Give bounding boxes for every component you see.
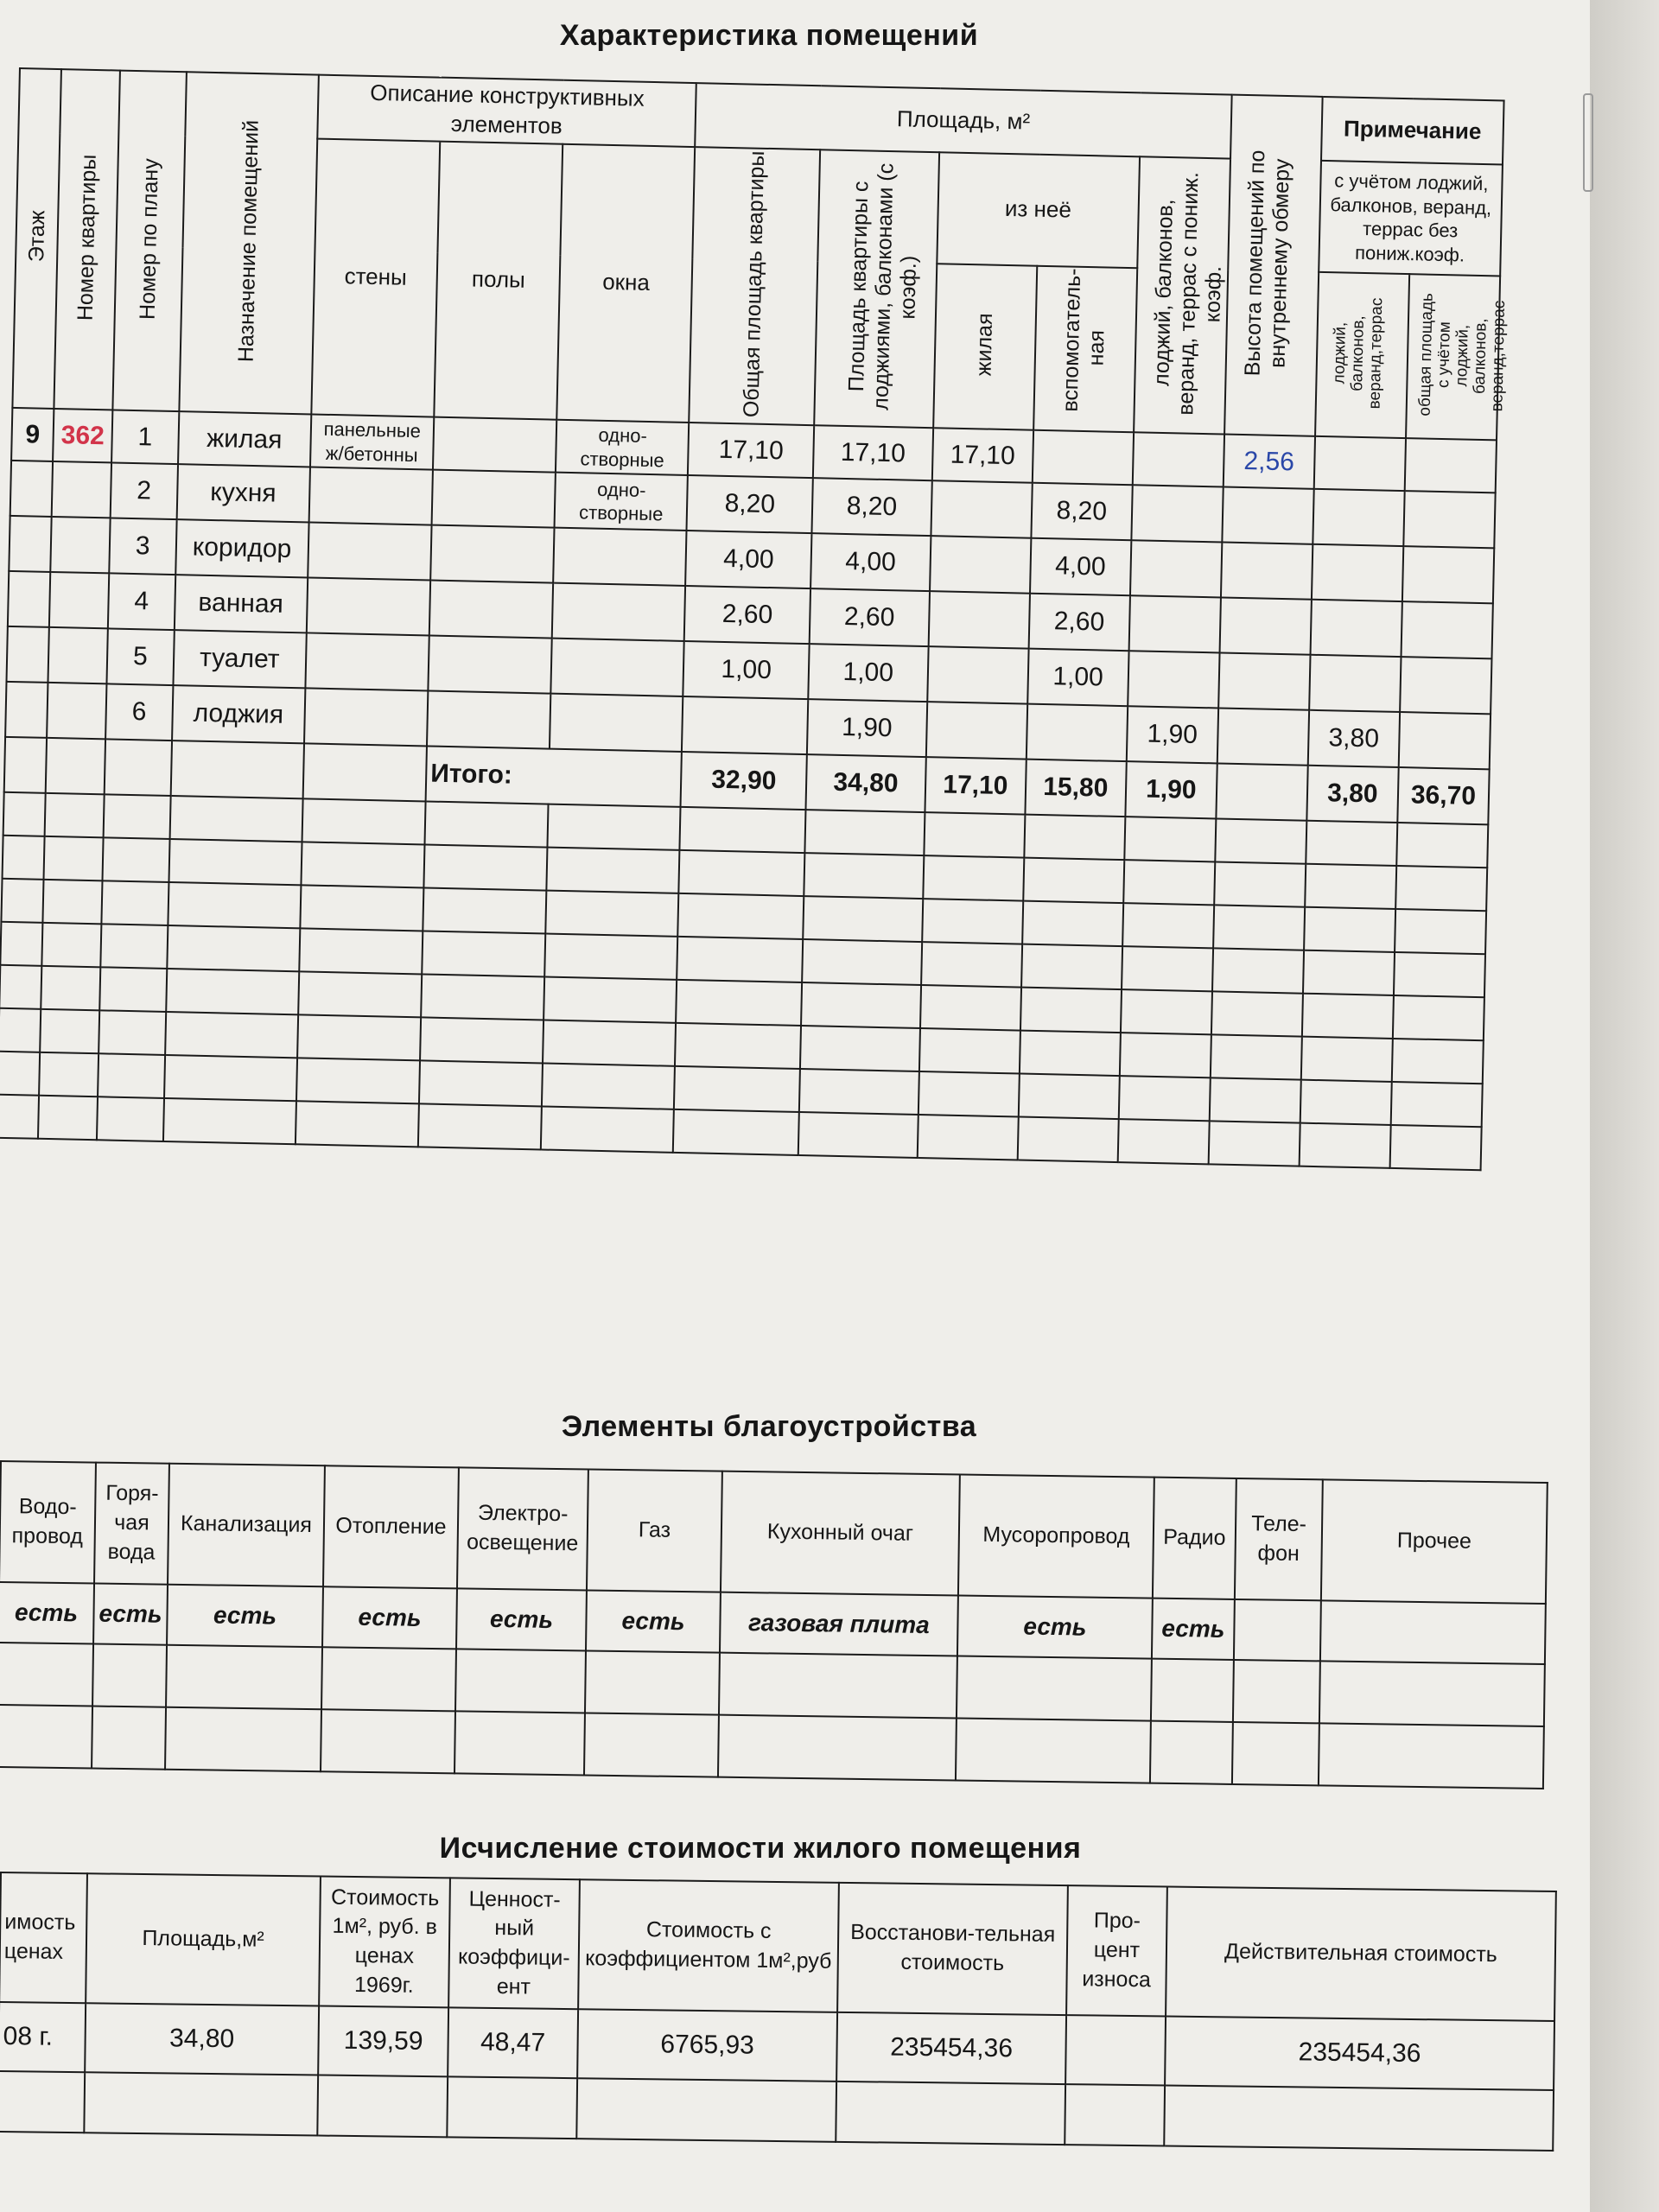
row-floor [10,461,54,517]
row-aux [1027,704,1128,762]
totals-aux: 15,80 [1025,760,1126,817]
row-floor [5,682,48,738]
amenity-value: есть [0,1582,94,1644]
amenity-header: Кухонный очаг [721,1471,960,1596]
row-purpose: лоджия [172,685,306,743]
row-floor [8,571,51,627]
header-note-sub: с учётом лоджий, балконов, веранд, террас без пониж.коэф. [1319,160,1503,276]
row-purpose: коридор [175,519,309,577]
row-floors [433,417,557,473]
amenities-table [0,1460,1548,1789]
header-apartment-number: Номер квартиры [73,154,101,321]
row-height [1221,543,1313,600]
cost-header: Стоимость с коэффициентом 1м²,руб [578,1879,839,2012]
cost-value: 08 г. [0,2002,86,2072]
cost-value: 235454,36 [836,2012,1066,2084]
amenity-header: Отопление [323,1465,459,1588]
amenity-value: есть [456,1588,587,1650]
rooms-table [0,67,1510,1171]
amenity-header: Теле-фон [1235,1478,1323,1600]
rooms-section-title: Характеристика помещений [559,19,979,52]
header-living: жилая [971,313,998,377]
row-living [926,702,1027,760]
cost-header: Про-цент износа [1066,1885,1167,2016]
row-apartment [49,572,109,628]
header-note-total: общая площадь с учётом лоджий, балконов, веранд,террас [1416,292,1510,416]
totals-note-total: 36,70 [1397,767,1490,824]
header-of-which: из неё [937,152,1140,269]
amenity-header: Горя-чая вода [94,1463,169,1585]
totals-label: Итого: [426,747,683,807]
header-area: Площадь, м² [696,83,1232,158]
amenity-header: Мусоропровод [958,1475,1154,1599]
totals-living: 17,10 [925,757,1026,815]
totals-note-loggia: 3,80 [1306,766,1398,823]
totals-total: 32,90 [681,752,807,810]
amenity-header: Водо-провод [0,1461,96,1584]
row-walls [305,633,429,691]
row-note-loggia [1310,600,1402,657]
row-windows: одно-створные [555,473,689,531]
cost-value: 48,47 [448,2007,578,2078]
row-windows [550,694,683,752]
row-total [682,696,808,754]
row-note-total [1401,601,1493,658]
cost-value: 34,80 [85,2003,319,2075]
totals-loggia: 1,90 [1125,761,1217,818]
row-height [1219,598,1311,655]
row-height [1217,709,1309,766]
row-note-total [1405,438,1497,493]
row-apartment: 362 [53,409,112,462]
header-area-with-loggias: Площадь квартиры с лоджиями, балконами (с коэф.) [843,162,921,411]
row-number: 6 [105,684,173,741]
row-windows [553,528,687,586]
page-edge [1590,0,1659,2212]
row-total: 17,10 [688,423,814,478]
row-loggia: 1,90 [1127,706,1218,763]
cost-value: 235454,36 [1165,2016,1554,2089]
cost-value: 139,59 [318,2006,448,2077]
row-floors [432,470,556,528]
row-floors [429,581,554,639]
row-floor: 9 [11,408,54,461]
row-windows [551,639,685,696]
row-with-loggia: 17,10 [813,425,933,480]
amenity-value: есть [93,1584,168,1645]
row-number: 3 [109,518,176,575]
header-plan-number: Номер по плану [135,157,163,320]
row-note-loggia: 3,80 [1308,710,1400,767]
row-windows: одно-створные [556,420,689,475]
row-apartment [48,627,108,683]
amenity-value: есть [322,1586,457,1649]
cost-value [1065,2015,1166,2085]
row-floor [9,516,52,572]
cost-header: имость ценах [0,1872,87,2003]
amenity-header: Прочее [1321,1479,1548,1604]
row-with-loggia: 4,00 [810,533,931,591]
amenity-header: Газ [587,1470,722,1592]
cost-header: Действительная стоимость [1166,1887,1556,2021]
amenity-value: есть [586,1590,721,1652]
amenity-header: Канализация [168,1464,325,1586]
row-loggia [1132,432,1224,486]
row-walls: панельные ж/бетонны [310,415,435,470]
header-note: Примечание [1321,97,1504,164]
row-living: 17,10 [932,428,1033,483]
paper-clip [1583,93,1593,192]
row-loggia [1128,595,1220,652]
row-purpose: жилая [178,411,311,467]
header-total-area: Общая площадь квартиры [739,149,770,418]
row-aux: 1,00 [1027,649,1128,707]
row-number: 2 [111,463,178,520]
row-purpose: кухня [176,464,310,522]
row-living [931,480,1032,538]
row-height [1222,487,1313,544]
cost-header: Восстанови-тельная стоимость [837,1883,1068,2015]
row-total: 8,20 [687,475,813,533]
header-height: Высота помещений по внутреннему обмеру [1240,149,1295,377]
amenity-value: есть [167,1585,323,1648]
amenity-value [1320,1600,1546,1664]
row-loggia [1128,651,1219,708]
amenities-section-title: Элементы благоустройства [561,1410,977,1443]
header-note-loggias: лоджий, балконов, веранд,террас [1330,297,1387,410]
row-aux: 4,00 [1030,538,1131,596]
row-floors [427,691,551,749]
amenity-header: Радио [1153,1478,1236,1599]
row-total: 2,60 [684,586,810,644]
cost-table [0,1872,1557,2152]
header-construction: Описание конструктивных элементов [317,75,696,147]
header-purpose: Назначение помещений [233,119,264,363]
row-windows [552,583,686,641]
cost-header: Стоимость 1м², руб. в ценах 1969г. [319,1877,450,2008]
row-walls [307,578,431,636]
amenity-header: Электро-освещение [457,1467,588,1590]
row-walls [304,689,429,747]
row-walls [308,467,433,525]
cost-value: 6765,93 [577,2009,837,2082]
row-purpose: ванная [174,575,308,632]
amenity-value: есть [957,1595,1153,1658]
cost-header: Площадь,м² [86,1873,321,2005]
row-number: 1 [111,410,179,465]
row-walls [308,523,432,581]
row-living [927,646,1028,704]
row-number: 5 [106,629,174,686]
row-height: 2,56 [1224,435,1315,489]
row-note-total [1399,712,1491,769]
row-floor [6,626,49,683]
cost-header: Ценност-ный коэффици-ент [448,1878,580,2009]
row-number: 4 [108,574,175,631]
header-floors: полы [434,141,563,420]
row-with-loggia: 1,90 [807,699,927,757]
row-living [930,536,1031,594]
row-aux: 8,20 [1031,483,1132,541]
row-apartment [50,517,110,573]
row-floors [428,636,552,694]
row-aux: 2,60 [1028,594,1129,652]
row-aux [1033,430,1134,486]
amenity-value: газовая плита [720,1592,958,1656]
row-total: 4,00 [686,531,812,588]
row-note-total [1403,491,1496,548]
header-windows: окна [557,143,696,423]
header-loggias-coef: лоджий, балконов, веранд, террас с пониж. коэф. [1149,171,1227,416]
row-note-total [1402,546,1495,603]
amenity-value [1234,1599,1321,1661]
row-with-loggia: 1,00 [808,644,928,702]
row-living [928,591,1029,649]
row-apartment [47,683,106,739]
header-floor: Этаж [23,210,50,263]
row-with-loggia: 8,20 [811,478,931,536]
row-note-total [1400,657,1492,714]
header-auxiliary: вспомогатель-ная [1058,267,1109,412]
row-floors [430,525,555,583]
row-purpose: туалет [173,630,307,688]
cost-section-title: Исчисление стоимости жилого помещения [439,1832,1082,1865]
row-loggia [1131,485,1223,542]
row-with-loggia: 2,60 [810,588,930,646]
row-apartment [52,461,111,518]
row-note-loggia [1312,544,1403,601]
row-height [1218,653,1310,710]
row-note-loggia [1314,436,1406,491]
amenity-value: есть [1152,1599,1235,1660]
header-walls: стены [311,138,440,417]
row-total: 1,00 [683,641,810,699]
row-note-loggia [1309,655,1401,712]
row-note-loggia [1313,489,1404,546]
row-loggia [1130,540,1222,597]
totals-with-loggia: 34,80 [805,754,925,812]
